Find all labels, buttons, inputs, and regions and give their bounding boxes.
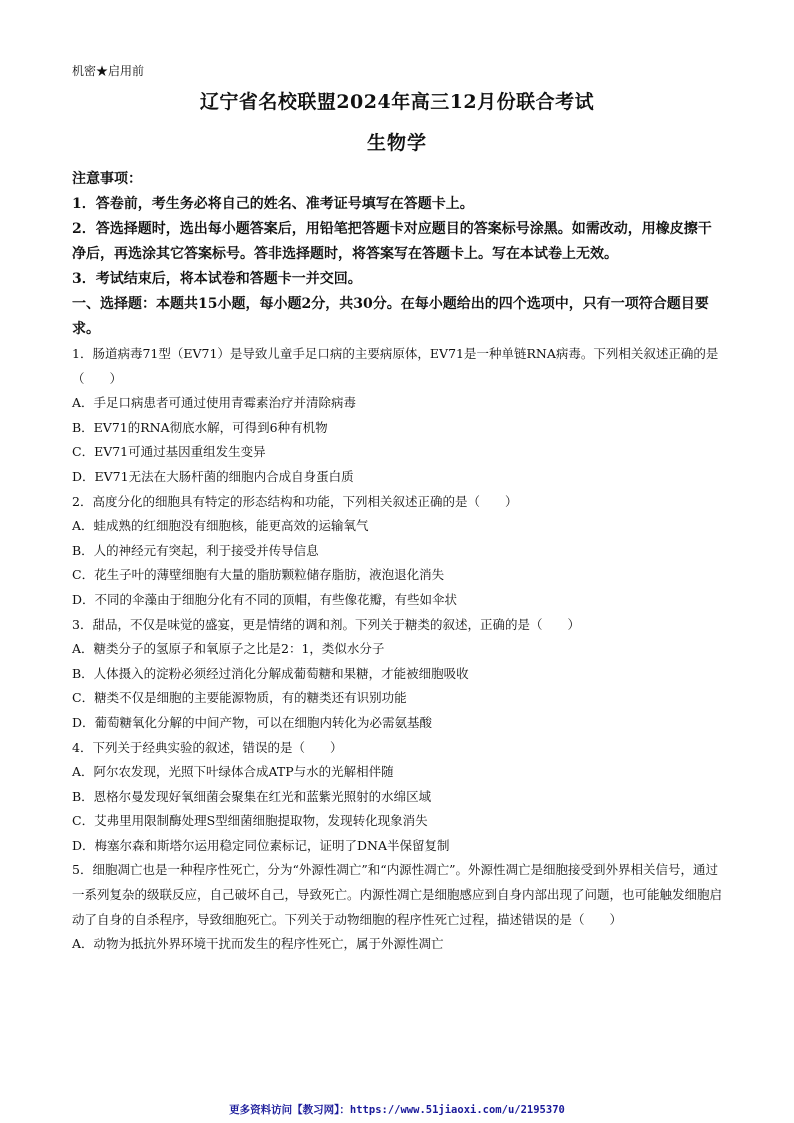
option-a: A．动物为抵抗外界环境干扰而发生的程序性死亡，属于外源性凋亡: [72, 936, 444, 952]
option-a: A．手足口病患者可通过使用青霉素治疗并清除病毒: [72, 395, 357, 411]
confidential-mark: 机密★启用前: [72, 64, 145, 78]
question-3: [72, 613, 722, 736]
option-d: D．EV71无法在大肠杆菌的细胞内合成自身蛋白质: [72, 468, 354, 484]
question-stem: 1．肠道病毒71型（EV71）是导致儿童手足口病的主要病原体，EV71是一种单链RNA病毒。下列相关叙述正确的是（ ）: [72, 346, 719, 386]
option-b: B．EV71的RNA彻底水解，可得到6种有机物: [72, 419, 328, 435]
notice-item-3: 3．考试结束后，将本试卷和答题卡一并交回。: [72, 271, 362, 287]
exam-page: [72, 62, 722, 957]
footer-link-text[interactable]: 更多资料访问【教习网】：https://www.51jiaoxi.com/u/2195370: [229, 1104, 565, 1116]
option-a: A．蛙成熟的红细胞没有细胞核，能更高效的运输氧气: [72, 518, 369, 534]
section-heading: 一、选择题：本题共15小题，每小题2分，共30分。在每小题给出的四个选项中，只有一项符合题目要求。: [72, 296, 709, 337]
question-1: [72, 342, 722, 490]
question-4: [72, 736, 722, 859]
option-c: C．花生子叶的薄壁细胞有大量的脂肪颗粒储存脂肪，液泡退化消失: [72, 567, 445, 583]
question-stem: 4．下列关于经典实验的叙述，错误的是（ ）: [72, 739, 343, 755]
option-c: C．糖类不仅是细胞的主要能源物质，有的糖类还有识别功能: [72, 690, 407, 706]
option-a: A．糖类分子的氢原子和氧原子之比是2：1，类似水分子: [72, 641, 385, 657]
option-c: C．EV71可通过基因重组发生变异: [72, 444, 266, 460]
option-b: B．恩格尔曼发现好氧细菌会聚集在红光和蓝紫光照射的水绵区域: [72, 788, 432, 804]
option-d: D．葡萄糖氧化分解的中间产物，可以在细胞内转化为必需氨基酸: [72, 714, 433, 730]
option-c: C．艾弗里用限制酶处理S型细菌细胞提取物，发现转化现象消失: [72, 813, 428, 829]
notice-item-2: 2．答选择题时，选出每小题答案后，用铅笔把答题卡对应题目的答案标号涂黑。如需改动，用橡皮擦干净后，再选涂其它答案标号。答非选择题时，将答案写在答题卡上。写在本试卷上无效。: [72, 221, 712, 262]
notice-heading: 注意事项：: [72, 171, 142, 187]
option-a: A．阿尔农发现，光照下叶绿体合成ATP与水的光解相伴随: [72, 764, 394, 780]
notice-item-1: 1．答卷前，考生务必将自己的姓名、准考证号填写在答题卡上。: [72, 196, 474, 212]
option-d: D．不同的伞藻由于细胞分化有不同的顶帽，有些像花瓣，有些如伞状: [72, 591, 458, 607]
option-d: D．梅塞尔森和斯塔尔运用稳定同位素标记，证明了DNA半保留复制: [72, 837, 450, 853]
question-5: [72, 858, 722, 956]
question-stem: 2．高度分化的细胞具有特定的形态结构和功能，下列相关叙述正确的是（ ）: [72, 493, 518, 509]
question-stem: 3．甜品，不仅是味觉的盛宴，更是情绪的调和剂。下列关于糖类的叙述，正确的是（ ）: [72, 616, 580, 632]
exam-subject: 生物学: [366, 132, 427, 154]
option-b: B．人体摄入的淀粉必须经过消化分解成葡萄糖和果糖，才能被细胞吸收: [72, 665, 469, 681]
exam-title: 辽宁省名校联盟2024年高三12月份联合考试: [199, 91, 595, 113]
question-2: [72, 490, 722, 613]
question-stem: 5．细胞凋亡也是一种程序性死亡，分为“外源性凋亡”和“内源性凋亡”。外源性凋亡是细胞接受到外界相关信号，通过一系列复杂的级联反应，自己破坏自己，导致死亡。内源性凋亡是细胞感应到自身内部出现了问题，也可能触发细胞启动了自身的自杀程序，导致细胞死亡。下列关于动物细胞的程序性死亡过程，描述错误的是（ ）: [72, 862, 723, 927]
option-b: B．人的神经元有突起，利于接受并传导信息: [72, 542, 319, 558]
